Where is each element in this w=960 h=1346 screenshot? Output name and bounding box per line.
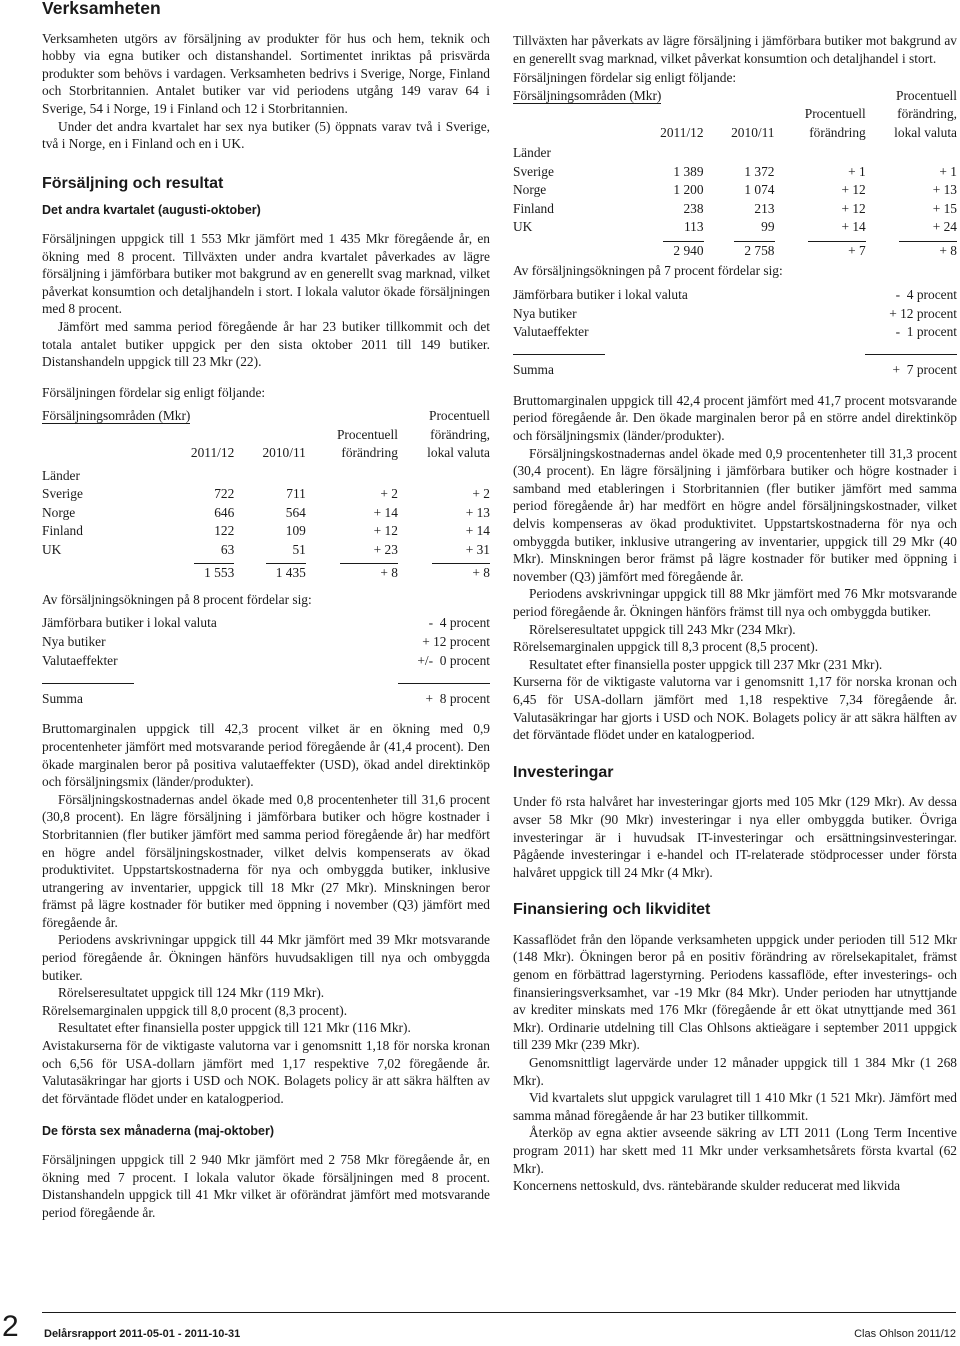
paragraph: Försäljningen uppgick till 1 553 Mkr jämfört med 1 435 Mkr föregående år, en ökning med 8 procent. Tillväxten under andra kvartalet påverkades av lägre försäljning i jämförbara butiker mot bakgrund av en generellt svag marknad, vilket påverkat konsumtion och detaljhandeln i stort. I lokala valutor ökade försäljningen med 8 procent. bbox=[42, 230, 490, 317]
page-footer bbox=[0, 1300, 960, 1346]
table-header-local-3: lokal valuta bbox=[427, 445, 490, 461]
table-row: Finland 122 109 + 12 + 14 bbox=[42, 523, 490, 539]
table-header-year-1: 2011/12 bbox=[660, 124, 704, 140]
paragraph: Rörelseresultatet uppgick till 124 Mkr (119 Mkr). bbox=[58, 985, 325, 1001]
paragraph: Rörelsemarginalen uppgick till 8,0 procent (8,3 procent). bbox=[42, 1002, 348, 1018]
paragraph: Bruttomarginalen uppgick till 42,4 procent jämfört med 41,7 procent motsvarande period föregående år. Den ökade marginalen beror på en större andel direktinköp och försäljningsmix (länder/produkter). bbox=[513, 392, 957, 444]
table-header-local-2: förändring, bbox=[430, 426, 490, 442]
paragraph: Koncernens nettoskuld, dvs. räntebärande skulder reducerat med likvida bbox=[513, 1178, 901, 1194]
paragraph: Tillväxten har påverkats av lägre försäljning i jämförbara butiker mot bakgrund av en generellt svag marknad, vilket påverkat konsumtion och detaljhandel i stort. bbox=[513, 33, 957, 66]
table-group-label: Länder bbox=[513, 145, 551, 161]
breakdown-row: Valutaeffekter - 1 procent bbox=[513, 324, 957, 340]
paragraph: Rörelseresultatet uppgick till 243 Mkr (234 Mkr). bbox=[529, 621, 796, 637]
subheading-six-months: De första sex månaderna (maj-oktober) bbox=[42, 1124, 275, 1139]
divider bbox=[398, 683, 490, 684]
footer-divider bbox=[42, 1312, 956, 1313]
company-name: Clas Ohlson 2011/12 bbox=[854, 1328, 956, 1340]
sales-table-six-months bbox=[513, 87, 957, 261]
table-group-label: Länder bbox=[42, 467, 80, 483]
paragraph: Försäljningen uppgick till 2 940 Mkr jämfört med 2 758 Mkr föregående år, en ökning med 7 procent. I lokala valutor ökade försäljningen med 8 procent. Distanshandeln uppgick till 41 Mkr vilket är oförändrat jämfört med motsvarande period föregående år. bbox=[42, 1152, 490, 1220]
table-intro: Försäljningen fördelar sig enligt följande: bbox=[513, 70, 737, 86]
table-header-area: Försäljningsområden (Mkr) bbox=[513, 87, 662, 103]
table-header-pct-2: förändring bbox=[341, 445, 398, 461]
table-row: UK 113 99 + 14 + 24 bbox=[513, 219, 957, 235]
paragraph: Genomsnittligt lagervärde under 12 månader uppgick till 1 384 Mkr (1 268 Mkr). bbox=[513, 1055, 957, 1088]
table-header-local-1: Procentuell bbox=[429, 408, 490, 424]
paragraph: Under fö rsta halvåret har investeringar gjorts med 105 Mkr (129 Mkr). Av dessa avser 58 Mkr (90 Mkr) investeringar i nya eller ombyggda butiker. Övriga investeringar är i huvudsak IT-investeringar och ersättningsinvesteringar. Pågående investeringar i e-handel och IT-relaterade stödprocesser under första halvåret uppgick till 24 Mkr (4 Mkr). bbox=[513, 794, 957, 880]
breakdown-table bbox=[513, 286, 957, 380]
section-heading-investeringar: Investeringar bbox=[513, 763, 614, 781]
table-header-area: Försäljningsområden (Mkr) bbox=[42, 408, 191, 424]
paragraph: Verksamheten utgörs av försäljning av produkter för hus och hem, teknik och hobby via egna butiker och distanshandel. Sortimentet inriktas på prisvärda produkter som behövs i vardagen. Verksamheten bedrivs i Sverige, Norge, Finland och Storbritannien. Antalet butiker var vid periodens utgång 149 varav 64 i Sverige, 54 i Norge, 19 i Finland och 12 i Storbritannien. bbox=[42, 30, 490, 116]
paragraph: Bruttomarginalen uppgick till 42,3 procent vilket är en ökning med 0,9 procentenheter jämfört med motsvarande period föregående år (41,4 procent). Den ökade marginalen beror på positiva valutaeffekter (USD), ökad andel direktinköp och försäljningsmix (länder/produkter). bbox=[42, 721, 490, 790]
paragraph: Kurserna för de viktigaste valutorna var i genomsnitt 1,17 för norska kronan och 6,45 för USA-dollarn jämfört med 1,18 respektive 7,34 föregående år. Valutasäkringar har gjorts i USD och NOK. Bolagets policy är att säkra hälften av det förväntade flödet under en katalogperiod. bbox=[513, 674, 957, 743]
breakdown-table bbox=[42, 614, 490, 708]
paragraph: Försäljningskostnadernas andel ökade med 0,8 procentenheter till 31,6 procent (30,8 procent). En lägre försäljning i jämförbara butiker och högre kostnader i Storbritannien (fler butiker jämfört med samma period föregående år) har medfört en högre andel försäljningskostnader, vilket delvis kompenserats av ökad produktivitet. Uppstartskostnaderna för nya och ombyggda butiker, inklusive utrangering av inventarier, uppgick till 18 Mkr (27 Mkr). Minskningen beror främst på lägre kostnader för butiker med öppning i november (Q3) jämfört med föregående år. bbox=[42, 791, 490, 930]
table-total-row: 2 940 2 758 + 7 + 8 bbox=[513, 237, 957, 261]
section-heading-finansiering: Finansiering och likviditet bbox=[513, 901, 711, 919]
breakdown-row: Nya butiker + 12 procent bbox=[42, 634, 490, 650]
breakdown-intro: Av försäljningsökningen på 8 procent fördelar sig: bbox=[42, 591, 312, 607]
divider bbox=[513, 354, 605, 355]
paragraph: Kassaflödet från den löpande verksamheten uppgick under perioden till 512 Mkr (148 Mkr). Ökningen beror på en positiv förändring av rörelsekapitalet, främst genom en förbättrad lagerstyrning. Periodens kassaflöde, efter investerings- och finansieringsverksamhet, var -19 Mkr (84 Mkr). Under perioden har utnyttjande av krediter minskats med 176 Mkr (föregående år ett ökat utnyttjande med 361 Mkr). Ordinarie utdelning till Clas Ohlsons aktieägare i september 2011 uppgick till 239 Mkr (239 Mkr). bbox=[513, 931, 957, 1053]
table-total-row: 1 553 1 435 + 8 + 8 bbox=[42, 559, 490, 583]
paragraph: Resultatet efter finansiella poster uppgick till 121 Mkr (116 Mkr). bbox=[58, 1020, 411, 1036]
paragraph: Periodens avskrivningar uppgick till 88 Mkr jämfört med 76 Mkr motsvarande period föregående år. Ökningen hänförs främst till nya och ombyggda butiker. bbox=[513, 586, 957, 619]
left-column bbox=[42, 0, 490, 1221]
table-row: Norge 646 564 + 14 + 13 bbox=[42, 504, 490, 520]
page-number: 2 bbox=[2, 1310, 19, 1343]
table-header-local-2: förändring, bbox=[897, 106, 957, 122]
paragraph: Försäljningskostnadernas andel ökade med 0,9 procentenheter till 31,3 procent (30,4 procent). En lägre försäljning i jämförbara butiker och högre kostnader i samband med etableringen i Storbritannien (fler butiker jämfört med samma period föregående år) har medfört en högre andel försäljningskostnader, vilket delvis kompenseras av ökad produktivitet. Uppstartskostnaderna för nya och ombyggda butiker, inklusive utrangering av inventarier, uppgick till 29 Mkr (40 Mkr). Minskningen beror främst på lägre kostnader för butiker med öppning i november (Q3) jämfört med föregående år. bbox=[513, 445, 957, 584]
table-header-pct-2: förändring bbox=[809, 124, 866, 140]
paragraph: Rörelsemarginalen uppgick till 8,3 procent (8,5 procent). bbox=[513, 639, 819, 655]
section-heading-verksamheten: Verksamheten bbox=[42, 0, 161, 18]
table-header-pct-1: Procentuell bbox=[804, 106, 866, 122]
breakdown-row: Valutaeffekter +/- 0 procent bbox=[42, 652, 490, 668]
section-heading-forsaljning: Försäljning och resultat bbox=[42, 174, 224, 192]
table-header-year-1: 2011/12 bbox=[190, 445, 235, 461]
table-row: Finland 238 213 + 12 + 15 bbox=[513, 200, 957, 216]
paragraph: Vid kvartalets slut uppgick varulagret till 1 410 Mkr (1 521 Mkr). Jämfört med samma månad föregående år har 23 butiker tillkommit. bbox=[513, 1090, 957, 1123]
report-title: Delårsrapport 2011-05-01 - 2011-10-31 bbox=[44, 1328, 241, 1340]
paragraph: Under det andra kvartalet har sex nya butiker (5) öppnats varav två i Sverige, två i Norge, en i Finland och en i UK. bbox=[42, 118, 490, 152]
divider bbox=[865, 354, 957, 355]
table-row: Sverige 1 389 1 372 + 1 + 1 bbox=[513, 163, 957, 179]
divider bbox=[42, 683, 134, 684]
table-header-year-2: 2010/11 bbox=[731, 124, 775, 140]
breakdown-row: Jämförbara butiker i lokal valuta - 4 procent bbox=[42, 615, 490, 631]
table-row: Norge 1 200 1 074 + 12 + 13 bbox=[513, 182, 957, 198]
paragraph: Periodens avskrivningar uppgick till 44 Mkr jämfört med 39 Mkr motsvarande period föregående år. Ökningen hänförs huvudsakligen till nya och ombyggda butiker. bbox=[42, 932, 490, 983]
table-row: Sverige 722 711 + 2 + 2 bbox=[42, 486, 490, 502]
table-row: UK 63 51 + 23 + 31 bbox=[42, 541, 490, 557]
table-header-local-1: Procentuell bbox=[896, 87, 957, 103]
breakdown-sum-row: Summa + 7 procent bbox=[513, 342, 957, 380]
breakdown-sum-row: Summa + 8 procent bbox=[42, 671, 490, 709]
right-column bbox=[513, 0, 957, 1195]
paragraph: Resultatet efter finansiella poster uppgick till 237 Mkr (231 Mkr). bbox=[529, 656, 883, 672]
paragraph: Återköp av egna aktier avseende säkring av LTI 2011 (Long Term Incentive program 2011) har skett med 11 Mkr under verksamhetsårets första kvartal (62 Mkr). bbox=[513, 1125, 957, 1176]
breakdown-row: Nya butiker + 12 procent bbox=[513, 305, 957, 321]
breakdown-intro: Av försäljningsökningen på 7 procent fördelar sig: bbox=[513, 263, 783, 279]
table-header-year-2: 2010/11 bbox=[262, 445, 306, 461]
breakdown-row: Jämförbara butiker i lokal valuta - 4 procent bbox=[513, 286, 957, 302]
paragraph: Avistakurserna för de viktigaste valutorna var i genomsnitt 1,18 för norska kronan och 6,56 för USA-dollarn jämfört med 1,17 respektive 7,02 föregående år. Valutasäkringar har gjorts i USD och NOK. Bolagets policy är att säkra hälften av det förväntade flödet under en katalogperiod. bbox=[42, 1038, 490, 1106]
table-intro: Försäljningen fördelar sig enligt följande: bbox=[42, 384, 266, 400]
subheading-q2: Det andra kvartalet (augusti-oktober) bbox=[42, 203, 261, 218]
table-header-local-3: lokal valuta bbox=[894, 124, 957, 140]
sales-table-q2 bbox=[42, 407, 490, 583]
paragraph: Jämfört med samma period föregående år har 23 butiker tillkommit och det totala antalet butiker uppgick per den sista oktober 2011 till 149 butiker. Distanshandeln uppgick till 23 Mkr (22). bbox=[42, 318, 490, 370]
table-header-pct-1: Procentuell bbox=[336, 426, 398, 442]
